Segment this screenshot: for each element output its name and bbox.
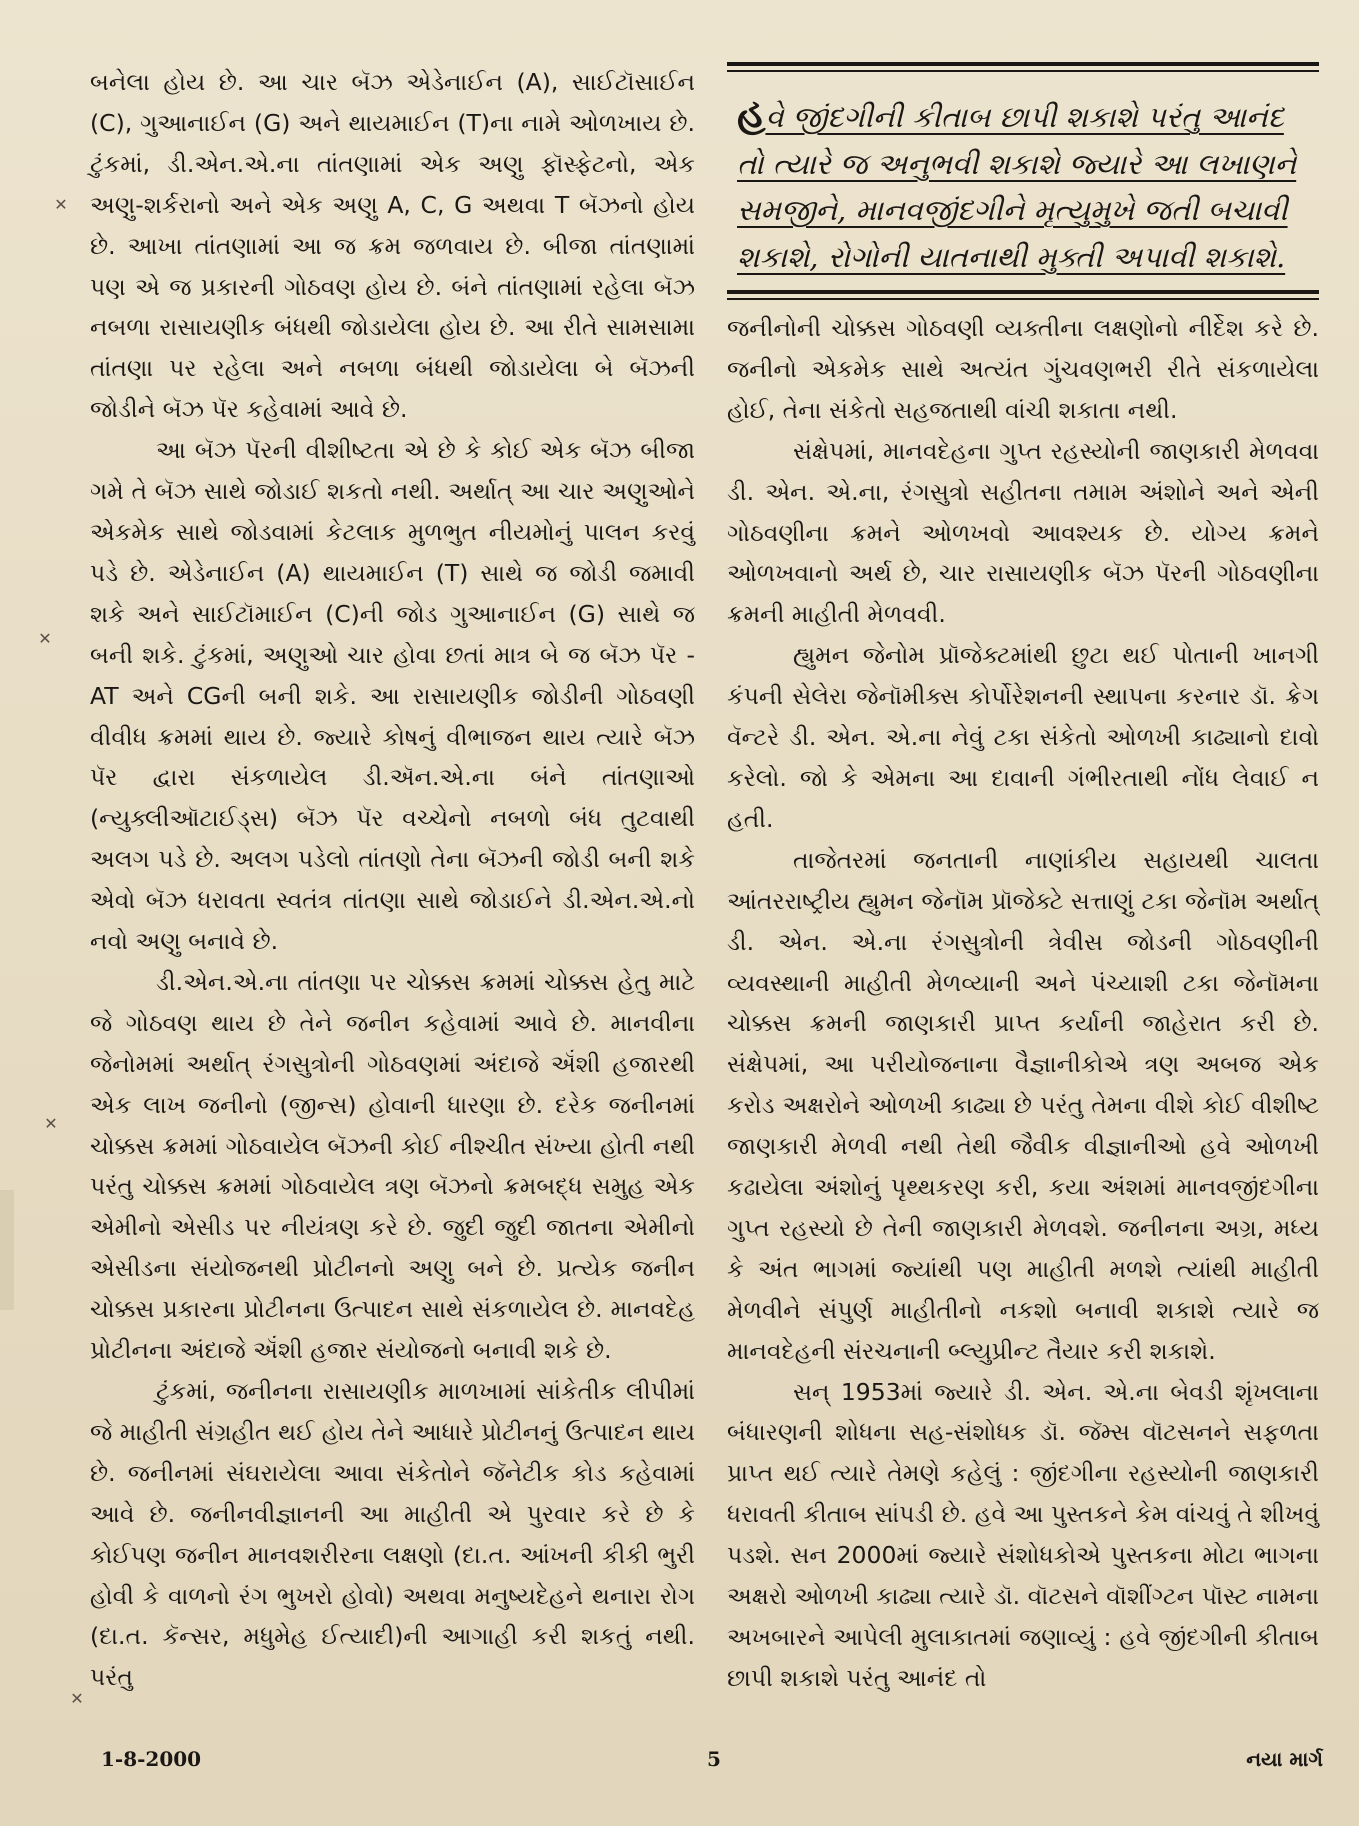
- body-paragraph: હ્યુમન જેનોમ પ્રૉજેક્ટમાંથી છુટા થઈ પોતાની ખાનગી કંપની સેલેરા જેનૉમીક્સ કોર્પોરેશનની સ્થાપના કરનાર ડૉ. ક્રેગ વૅન્ટરે ડી. એન. એ.ના નેવું ટકા સંકેતો ઓળખી કાઢ્યાનો દાવો કરેલો. જો કે એમના આ દાવાની ગંભીરતાથી નોંધ લેવાઈ ન હતી.: [727, 641, 1319, 833]
- page-edge-tear: [0, 1190, 14, 1310]
- body-paragraph: આ બૅઝ પૅરની વીશીષ્ટતા એ છે કે કોઈ એક બૅઝ બીજા ગમે તે બૅઝ સાથે જોડાઈ શકતો નથી. અર્થાત્ આ ચાર અણુઓને એકમેક સાથે જોડવામાં કેટલાક મુળભુત નીયમોનું પાલન કરવું પડે છે. એડેનાઈન (A) થાયમાઈન (T) સાથે જ જોડી જમાવી શકે અને સાઈટૉમાઈન (C)ની જોડ ગુઆનાઈન (G) સાથે જ બની શકે. ટુંકમાં, અણુઓ ચાર હોવા છતાં માત્ર બે જ બૅઝ પૅર - AT અને CGની બની શકે. આ રાસાયણીક જોડીની ગોઠવણી વીવીધ ક્રમમાં થાય છે. જ્યારે કોષનું વીભાજન થાય ત્યારે બૅઝ પૅર દ્વારા સંકળાયેલ ડી.ઍન.એ.ના બંને તાંતણાઓ (ન્યુક્લીઑટાઈડ્સ) બૅઝ પૅર વચ્ચેનો નબળો બંધ તુટવાથી અલગ પડે છે. અલગ પડેલો તાંતણો તેના બૅઝની જોડી બની શકે એવો બૅઝ ધરાવતા સ્વતંત્ર તાંતણા સાથે જોડાઈને ડી.એન.એ.નો નવો અણુ બનાવે છે.: [90, 436, 695, 956]
- body-paragraph: બનેલા હોય છે. આ ચાર બૅઝ એડેનાઈન (A), સાઈટૉસાઈન (C), ગુઆનાઈન (G) અને થાયમાઈન (T)ના નામે ઓળખાય છે. ટુંકમાં, ડી.એન.એ.ના તાંતણામાં એક અણુ ફૉસ્ફેટનો, એક અણુ-શર્કરાનો અને એક અણુ A, C, G અથવા T બૅઝનો હોય છે. આખા તાંતણામાં આ જ ક્રમ જળવાય છે. બીજા તાંતણામાં પણ એ જ પ્રકારની ગોઠવણ હોય છે. બંને તાંતણામાં રહેલા બૅઝ નબળા રાસાયણીક બંધથી જોડાયેલા હોય છે. આ રીતે સામસામા તાંતણા પર રહેલા અને નબળા બંધથી જોડાયેલા બે બૅઝની જોડીને બૅઝ પૅર કહેવામાં આવે છે.: [90, 68, 695, 424]
- paper-crease-mark: ✕: [38, 629, 52, 648]
- pull-quote-rule-top: [727, 62, 1319, 66]
- paper-crease-mark: ✕: [44, 1114, 58, 1133]
- body-paragraph: ટુંકમાં, જનીનના રાસાયણીક માળખામાં સાંકેતીક લીપીમાં જે માહીતી સંગ્રહીત થઈ હોય તેને આધારે પ્રોટીનનું ઉત્પાદન થાય છે. જનીનમાં સંઘરાયેલા આવા સંકેતોને જૅનેટીક કોડ કહેવામાં આવે છે. જનીનવીજ્ઞાનની આ માહીતી એ પુરવાર કરે છે કે કોઈપણ જનીન માનવશરીરના લક્ષણો (દા.ત. આંખની કીકી ભુરી હોવી કે વાળનો રંગ ભુખરો હોવો) અથવા મનુષ્યદેહને થનારા રોગ (દા.ત. કૅન્સર, મધુમેહ ઈત્યાદી)ની આગાહી કરી શકતું નથી. પરંતુ: [90, 1377, 695, 1692]
- pull-quote-text: વે જીંદગીની કીતાબ છાપી શકાશે પરંતુ આનંદ તો ત્યારે જ અનુભવી શકાશે જ્યારે આ લખાણને સમજીને, માનવજીંદગીને મૃત્યુમુખે જતી બચાવી શકાશે, રોગોની યાતનાથી મુક્તી અપાવી શકાશે.: [737, 100, 1297, 274]
- page-footer: [101, 1747, 1323, 1779]
- paper-crease-mark: ✕: [70, 1689, 84, 1708]
- pull-quote: [727, 72, 1319, 290]
- pull-quote-rule-bottom: [727, 290, 1319, 294]
- pull-quote-rule-bottom-thin: [727, 298, 1319, 300]
- body-paragraph: સન્ 1953માં જ્યારે ડી. એન. એ.ના બેવડી શૃંખલાના બંધારણની શોધના સહ-સંશોધક ડૉ. જૅમ્સ વૉટસનને સફળતા પ્રાપ્ત થઈ ત્યારે તેમણે કહેલું : જીંદગીના રહસ્યોની જાણકારી ધરાવતી કીતાબ સાંપડી છે. હવે આ પુસ્તકને કેમ વાંચવું તે શીખવું પડશે. સન 2000માં જ્યારે સંશોધકોએ પુસ્તકના મોટા ભાગના અક્ષરો ઓળખી કાઢ્યા ત્યારે ડૉ. વૉટસને વૉશીંગ્ટન પૉસ્ટ નામના અખબારને આપેલી મુલાકાતમાં જણાવ્યું : હવે જીંદગીની કીતાબ છાપી શકાશે પરંતુ આનંદ તો: [727, 1377, 1319, 1692]
- footer-publication-name: નયા માર્ગ: [1246, 1747, 1323, 1771]
- footer-page-number: 5: [707, 1747, 721, 1771]
- body-paragraph: તાજેતરમાં જનતાની નાણાંકીય સહાયથી ચાલતા આંતરરાષ્ટ્રીય હ્યુમન જેનૉમ પ્રૉજેક્ટે સત્તાણું ટકા જેનૉમ અર્થાત્ ડી. એન. એ.ના રંગસુત્રોની ત્રેવીસ જોડની ગોઠવણીની વ્યવસ્થાની માહીતી મેળવ્યાની અને પંચ્યાશી ટકા જેનૉમના ચોક્કસ ક્રમની જાણકારી પ્રાપ્ત કર્યાની જાહેરાત કરી છે. સંક્ષેપમાં, આ પરીયોજનાના વૈજ્ઞાનીકોએ ત્રણ અબજ એક કરોડ અક્ષરોને ઓળખી કાઢ્યા છે પરંતુ તેમના વીશે કોઈ વીશીષ્ટ જાણકારી મેળવી નથી તેથી જૈવીક વીજ્ઞાનીઓ હવે ઓળખી કઢાયેલા અંશોનું પૃથ્થકરણ કરી, કયા અંશમાં માનવજીંદગીના ગુપ્ત રહસ્યો છે તેની જાણકારી મેળવશે. જનીનના અગ્ર, મધ્ય કે અંત ભાગમાં જ્યાંથી પણ માહીતી મળશે ત્યાંથી માહીતી મેળવીને સંપુર્ણ માહીતીનો નકશો બનાવી શકાશે ત્યારે જ માનવદેહની સંરચનાની બ્લ્યુપ્રીન્ટ તૈયાર કરી શકાશે.: [727, 845, 1319, 1365]
- paper-crease-mark: ✕: [54, 195, 68, 214]
- footer-date: 1-8-2000: [101, 1747, 202, 1771]
- pull-quote-box: [727, 62, 1319, 300]
- left-column: [90, 62, 695, 1698]
- body-paragraph: સંક્ષેપમાં, માનવદેહના ગુપ્ત રહસ્યોની જાણકારી મેળવવા ડી. એન. એ.ના, રંગસુત્રો સહીતના તમામ અંશોને અને એની ગોઠવણીના ક્રમને ઓળખવો આવશ્યક છે. યોગ્ય ક્રમને ઓળખવાનો અર્થ છે, ચાર રાસાયણીક બૅઝ પૅરની ગોઠવણીના ક્રમની માહીતી મેળવવી.: [727, 436, 1319, 629]
- right-column: [727, 62, 1319, 1699]
- pull-quote-drop-cap: હ: [737, 90, 766, 137]
- body-paragraph: ડી.એન.એ.ના તાંતણા પર ચોક્કસ ક્રમમાં ચોક્કસ હેતુ માટે જે ગોઠવણ થાય છે તેને જનીન કહેવામાં આવે છે. માનવીના જેનોમમાં અર્થાત્ રંગસુત્રોની ગોઠવણમાં અંદાજે ઍંશી હજારથી એક લાખ જનીનો (જીન્સ) હોવાની ધારણા છે. દરેક જનીનમાં ચોક્કસ ક્રમમાં ગોઠવાયેલ બૅઝની કોઈ નીશ્ચીત સંખ્યા હોતી નથી પરંતુ ચોક્કસ ક્રમમાં ગોઠવાયેલ ત્રણ બૅઝનો ક્રમબદ્ધ સમુહ એક એમીનો એસીડ પર નીયંત્રણ કરે છે. જુદી જુદી જાતના એમીનો એસીડના સંયોજનથી પ્રોટીનનો અણુ બને છે. પ્રત્યેક જનીન ચોક્કસ પ્રકારના પ્રોટીનના ઉત્પાદન સાથે સંકળાયેલ છે. માનવદેહ પ્રોટીનના અંદાજે ઍંશી હજાર સંયોજનો બનાવી શકે છે.: [90, 967, 695, 1365]
- body-paragraph: જનીનોની ચોક્કસ ગોઠવણી વ્યક્તીના લક્ષણોનો નીર્દેશ કરે છે. જનીનો એકમેક સાથે અત્યંત ગુંચવણભરી રીતે સંકળાયેલા હોઈ, તેના સંકેતો સહજતાથી વાંચી શકાતા નથી.: [727, 314, 1319, 424]
